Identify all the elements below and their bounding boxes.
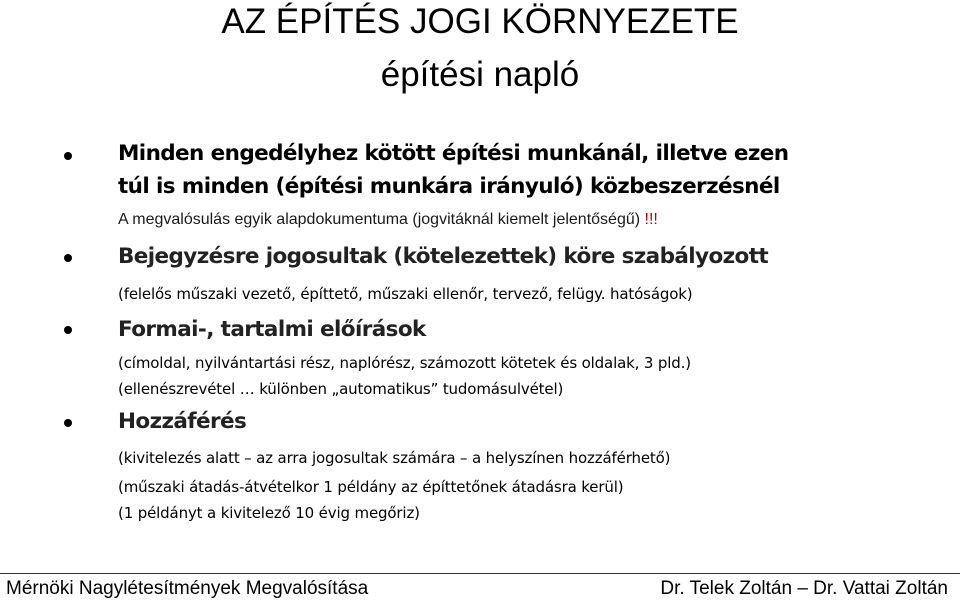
footer-divider <box>0 573 960 574</box>
bullet-1-line-2: túl is minden (építési munkára irányuló) közbeszerzésnél <box>118 174 780 199</box>
bullet-4-note-2: (műszaki átadás-átvételkor 1 példány az építtetőnek átadásra kerül) <box>118 478 624 496</box>
bullet-2-heading: Bejegyzésre jogosultak (kötelezettek) köre szabályozott <box>118 244 769 269</box>
bullet-4-note-3: (1 példányt a kivitelező 10 évig megőriz) <box>118 504 420 522</box>
bullet-4-note-1: (kivitelezés alatt – az arra jogosultak számára – a helyszínen hozzáférhető) <box>118 449 671 467</box>
bullet-1-note-text: A megvalósulás egyik alapdokumentuma (jogvitáknál kiemelt jelentőségű) <box>118 211 645 228</box>
slide-subtitle: építési napló <box>380 55 580 94</box>
bullet-marker <box>64 419 72 427</box>
slide-title: AZ ÉPÍTÉS JOGI KÖRNYEZETE <box>221 2 739 41</box>
bullet-1-note-exclaim: !!! <box>644 211 658 228</box>
bullet-3-heading: Formai-, tartalmi előírások <box>118 317 426 342</box>
bullet-1-line-1: Minden engedélyhez kötött építési munkánál, illetve ezen <box>118 141 789 166</box>
bullet-marker <box>64 152 72 160</box>
bullet-3-note-1: (címoldal, nyilvántartási rész, naplórész, számozott kötetek és oldalak, 3 pld.) <box>118 354 691 372</box>
bullet-marker <box>64 326 72 334</box>
bullet-3-note-2: (ellenészrevétel … különben „automatikus” tudomásulvétel) <box>118 380 564 398</box>
footer-authors: Dr. Telek Zoltán – Dr. Vattai Zoltán <box>660 578 948 599</box>
bullet-4-heading: Hozzáférés <box>118 409 247 434</box>
footer-course: Mérnöki Nagylétesítmények Megvalósítása <box>6 578 369 599</box>
bullet-1-note <box>118 207 658 233</box>
bullet-2-note: (felelős műszaki vezető, építtető, műszaki ellenőr, tervező, felügy. hatóságok) <box>118 285 693 303</box>
bullet-marker <box>64 254 72 262</box>
